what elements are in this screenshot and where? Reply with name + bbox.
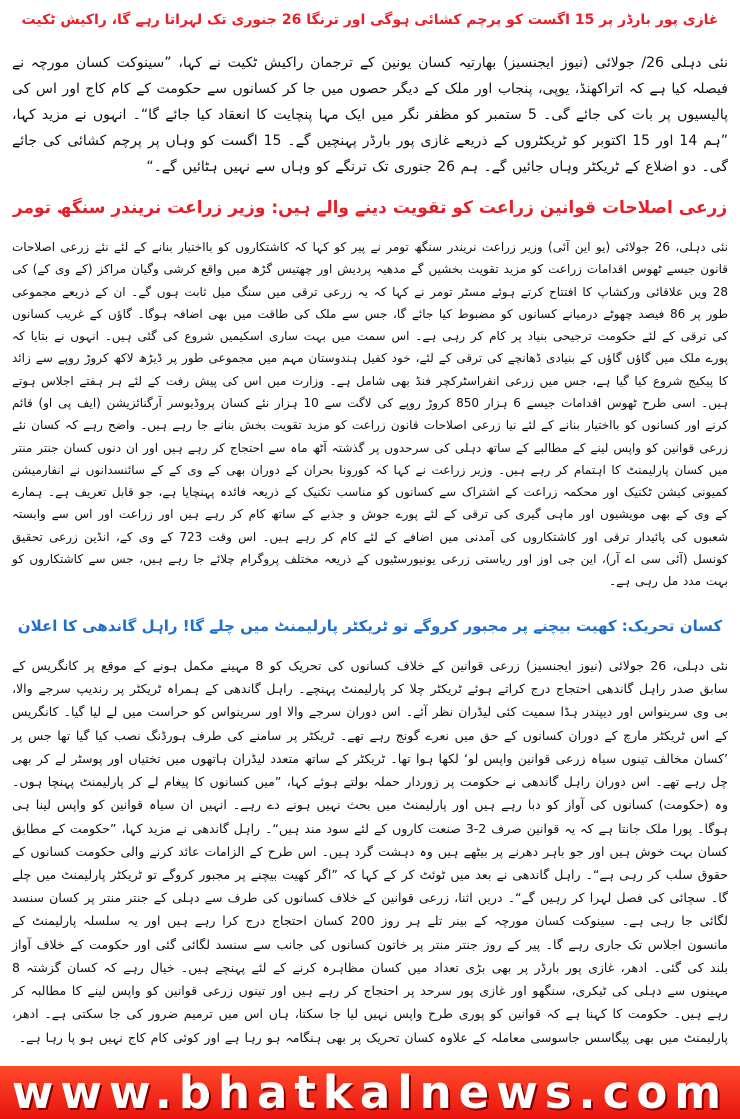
article-agri-reforms: [12, 190, 728, 593]
article-farmer-movement: [12, 608, 728, 1049]
footer-banner: [0, 1066, 740, 1119]
article-body: نئی دہلی، 26 جولائی (نیوز ایجنسیز) زرعی قوانین کے خلاف کسانوں کی تحریک کو 8 مہینے مکمل ہونے کے موقع پر کانگریس کے سابق صدر راہل گاندھی احتجاج درج کراتے ہوئے ٹریکٹر چلا کر پارلیمنٹ پہنچے۔ راہل گاندھی کے ہمراہ ٹریکٹر پر رندیپ سرجے والا، بی وی سرینواس اور دیپندر ہڈا سمیت کئی لیڈران نظر آئے۔ اس دوران سرجے والا اور سرینواس کو حراست میں لے لیا گیا۔ کانگریس کے اس ٹریکٹر مارچ کے دوران کسانوں کے حق میں نعرے گونج رہے تھے۔ ٹریکٹر پر سامنے کی طرف ہورڈنگ نصب کیا گیا تھا جس پر ’کسان مخالف تینوں سیاہ زرعی قوانین واپس لو‘ لکھا ہوا تھا۔ ٹریکٹر کے ساتھ متعدد لیڈران ہاتھوں میں تختیاں اور پوسٹر لے کر بھی چل رہے تھے۔ اس دوران راہل گاندھی نے حکومت پر زوردار حملہ بولتے ہوئے کہا، ”میں کسانوں کا پیغام لے کر پارلیمنٹ پہنچا ہوں۔ وہ (حکومت) کسانوں کی آواز کو دبا رہے ہیں اور پارلیمنٹ میں بحث نہیں ہونے دے رہے۔ انہیں ان سیاہ قوانین کو واپس لینا ہی ہوگا۔ پورا ملک جانتا ہے کہ یہ قوانین صرف 2-3 صنعت کاروں کے لئے سود مند ہیں“۔ راہل گاندھی نے مزید کہا، ”حکومت کے مطابق کسان بہت خوش ہیں اور جو باہر دھرنے پر بیٹھے ہیں وہ دہشت گرد ہیں۔ اس طرح کے الزامات عائد کرنے والی حکومت کسانوں کے حقوق سلب کر رہی ہے“۔ راہل گاندھی نے بعد میں ٹوئٹ کر کے کہا کہ ”اگر کھیت بیچنے پر مجبور کروگے تو ٹریکٹر پارلیمنٹ میں چلے گا۔ سچائی کی فصل لہرا کر رہیں گے“۔ دریں اثنا، زرعی قوانین کے خلاف کسانوں کی طرف سے دہلی کے جنتر منتر پر کسان سنسد لگائی جا رہی ہے۔ سینوکت کسان مورچہ کے بینر تلے ہر روز 200 کسان احتجاج درج کرا رہے ہیں اور یہ سلسلہ پارلیمنٹ کے مانسون اجلاس تک جاری رہے گا۔ پیر کے روز جنتر منتر پر خاتون کسانوں کی جانب سے سنسد لگائی گئی اور حکومت کے خلاف آواز بلند کی گئی۔ ادھر، غازی پور بارڈر پر بھی بڑی تعداد میں کسان مظاہرہ کرنے کے لئے پہنچے ہیں۔ خیال رہے کہ کسان گزشتہ 8 مہینوں سے دہلی کی ٹیکری، سنگھو اور غازی پور سرحد پر احتجاج کر رہے ہیں اور تینوں زرعی قوانین کو واپس لینے کا مطالبہ کر رہے ہیں۔ حکومت کا کہنا ہے کہ قوانین کو پوری طرح واپس نہیں لیا جا سکتا، ہاں اس میں ترمیم ضرور کی جا سکتی ہے۔ ادھر، پارلیمنٹ میں بھی پیگاسس جاسوسی معاملہ کے علاوہ کسان تحریک پر بھی ہنگامہ ہو رہا ہے اور کوئی کام کاج نہیں ہو پا رہا ہے۔: [12, 658, 728, 1045]
site-url[interactable]: www.bhatkalnews.com: [11, 1066, 729, 1119]
article-body: نئی دہلی 26/ جولائی (نیوز ایجنسیز) بھارتیہ کسان یونین کے ترجمان راکیش ٹکیت نے کہا، ”سینوکت کسان مورچہ نے فیصلہ کیا ہے کہ اتراکھنڈ، یوپی، پنجاب اور ملک کے دیگر حصوں میں جا کر کسانوں سے حکومت کے کام کاج اور اس کی پالیسیوں پر بات کی جائے گی۔ 5 ستمبر کو مظفر نگر میں ایک مہا پنچایت کا انعقاد کیا جائے گا“۔ انہوں نے مزید کہا، ”ہم 14 اور 15 اکتوبر کو ٹریکٹروں کے ذریعے غازی پور بارڈر پہنچیں گے۔ 15 اگست کو وہاں پر پرچم کشائی کی جائے گی۔ دو اضلاع کے ٹریکٹر وہاں جائیں گے۔ ہم 26 جنوری تک ترنگے کو وہاں سے نہیں ہٹائیں گے۔“: [12, 55, 729, 175]
article-ghazipur-flag: [12, 2, 728, 180]
article-headline: کسان تحریک: کھیت بیچنے پر مجبور کروگے تو ٹریکٹر پارلیمنٹ میں چلے گا! راہل گاندھی کا اعلان: [17, 617, 723, 635]
article-headline: غازی پور بارڈر پر 15 اگست کو پرچم کشائی ہوگی اور ترنگا 26 جنوری تک لہراتا رہے گا، راکیش ٹکیت: [21, 12, 719, 28]
article-headline: زرعی اصلاحات قوانین زراعت کو تقویت دینے والے ہیں: وزیر زراعت نریندر سنگھ تومر: [12, 198, 728, 218]
article-body: نئی دہلی، 26 جولائی (یو این آئی) وزیر زراعت نریندر سنگھ تومر نے پیر کو کہا کہ کاشتکاروں کو بااختیار بنانے کے لئے نئے زرعی اصلاحات قانون جیسے ٹھوس اقدامات زراعت کو مزید تقویت بخشیں گے مدھیہ پردیش اور چھتیس گڑھ میں واقع کرشی وگیان مراکز (کے وی کے) کی 28 ویں علاقائی ورکشاپ کا افتتاح کرتے ہوئے مسٹر تومر نے کہا کہ یہ زرعی ترقی میں سنگ میل ثابت ہوں گے۔ ان کے ذریعے مجموعی طور پر 86 فیصد چھوٹے درمیانے کسانوں کو مضبوط کیا جائے گا، جس سے ملک کی طاقت میں بھی اضافہ ہوگا۔ گاؤں کے غریب کسانوں کی ترقی کے لئے حکومت ترجیحی بنیاد پر کام کر رہی ہے۔ اس سمت میں بہت ساری اسکیمیں شروع کی گئی ہیں۔ انہوں نے بتایا کہ پورے ملک میں گاؤں گاؤں کے بنیادی ڈھانچے کی ترقی کے لئے، خود کفیل ہندوستان مہم میں مجموعی طور پر ڈیڑھ لاکھ کروڑ روپے سے زائد کا پیکیج شروع کیا گیا ہے، جس میں زرعی انفراسٹرکچر فنڈ بھی شامل ہے۔ وزارت میں اس کی پیش رفت کے لئے ہر ہفتے اجلاس ہوتے ہیں۔ اسی طرح ٹھوس اقدامات جیسے 6 ہزار 850 کروڑ روپے کی لاگت سے 10 ہزار نئے کسان پروڈیوسر آرگنائزیشن (ایف پی او) قائم کرنے اور کسانوں کو بااختیار بنانے کے لئے نیا زرعی اصلاحات قانون زراعت کو مزید تقویت بخش بنانے جا رہے ہیں۔ واضح رہے کہ کسان نئے زرعی قوانین کو واپس لینے کے مطالبے کے ساتھ دہلی کی سرحدوں پر گذشتہ آٹھ ماہ سے احتجاج کر رہے ہیں اور ان دنوں کسان جنتر منتر میں کسان پارلیمنٹ کا اہتمام کر رہے ہیں۔ وزیر زراعت نے کہا کہ کورونا بحران کے دوران بھی کے وی کے کے سائنسدانوں نے انفارمیشن کمیونی کیشن ٹکنیک اور محکمہ زراعت کے اشتراک سے کسانوں کو مناسب تکنیک کے ذریعہ فائدہ پہنچایا ہے، جو قابل تعریف ہے۔ ہمارے کے وی کے بھی مویشیوں اور ماہی گیری کی ترقی کے لئے پورے جوش و جذبے کے ساتھ کام کر رہے ہیں اور زراعت اور اس سے وابستہ شعبوں کی پائیدار ترقی اور کاشتکاروں کی آمدنی میں اضافے کے لئے کام کر رہے ہیں۔ اس وقت 723 کے وی کے، انڈین زرعی تحقیق کونسل (آئی سی اے آر)، این جی اوز اور ریاستی زرعی یونیورسٹیوں کے ذریعہ مختلف پروگرام چلائے جا رہے ہیں، جس سے کاشتکاروں کو بہت مدد مل رہی ہے۔: [12, 240, 728, 589]
